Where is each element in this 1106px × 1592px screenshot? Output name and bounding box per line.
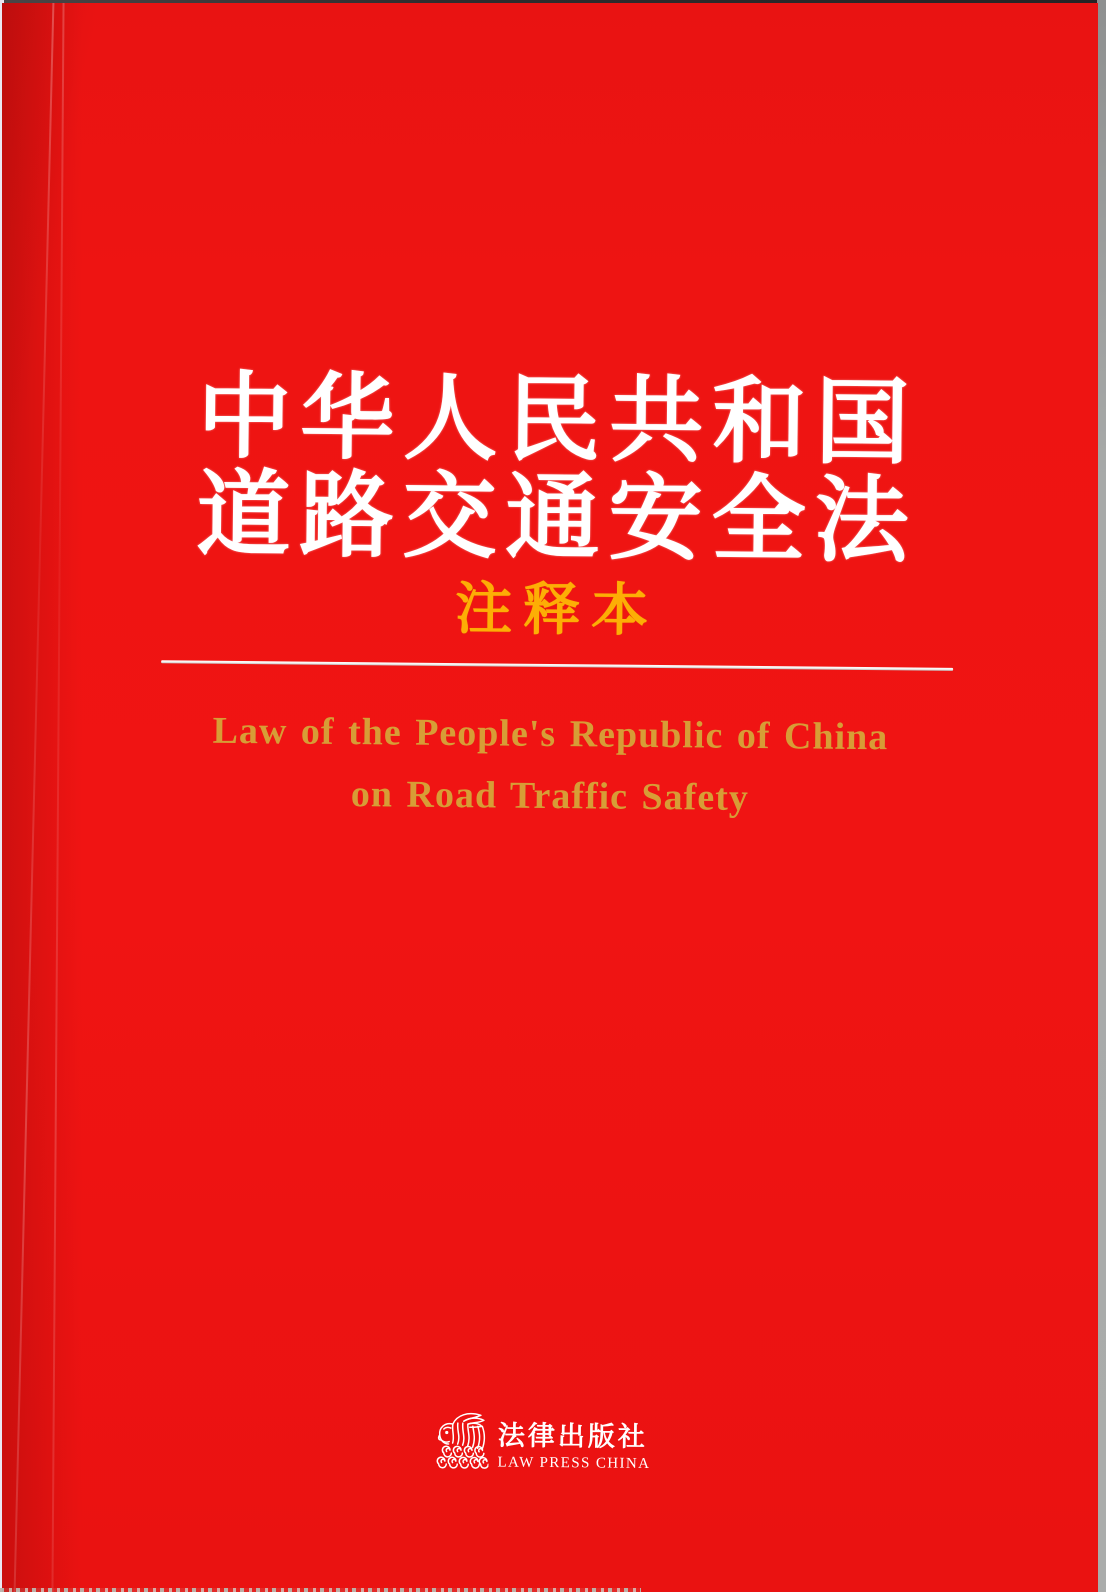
book-title-english-line2: on Road Traffic Safety	[350, 773, 750, 819]
scan-edge-bottom-speckle	[0, 1588, 641, 1592]
cover-printed-content	[2, 3, 1098, 1592]
publisher-name-english: LAW PRESS CHINA	[497, 1454, 651, 1472]
xiezhi-beast-icon	[436, 1409, 489, 1471]
book-title-english	[2, 698, 1098, 833]
book-title-chinese-line1: 中华人民共和国	[196, 365, 919, 477]
publisher-block	[2, 1402, 1092, 1478]
book-cover	[2, 3, 1098, 1592]
publisher-name-chinese: 法律出版社	[497, 1420, 648, 1452]
book-subtitle-annotated-edition: 注释本	[454, 578, 660, 644]
publisher-text-block	[497, 1422, 650, 1472]
divider-line	[161, 660, 953, 671]
book-title-english-line1: Law of the People's Republic of China	[212, 709, 889, 759]
scan-edge-right	[1097, 0, 1106, 1592]
book-title-chinese	[4, 367, 1098, 574]
book-title-chinese-line2: 道路交通安全法	[196, 463, 919, 575]
